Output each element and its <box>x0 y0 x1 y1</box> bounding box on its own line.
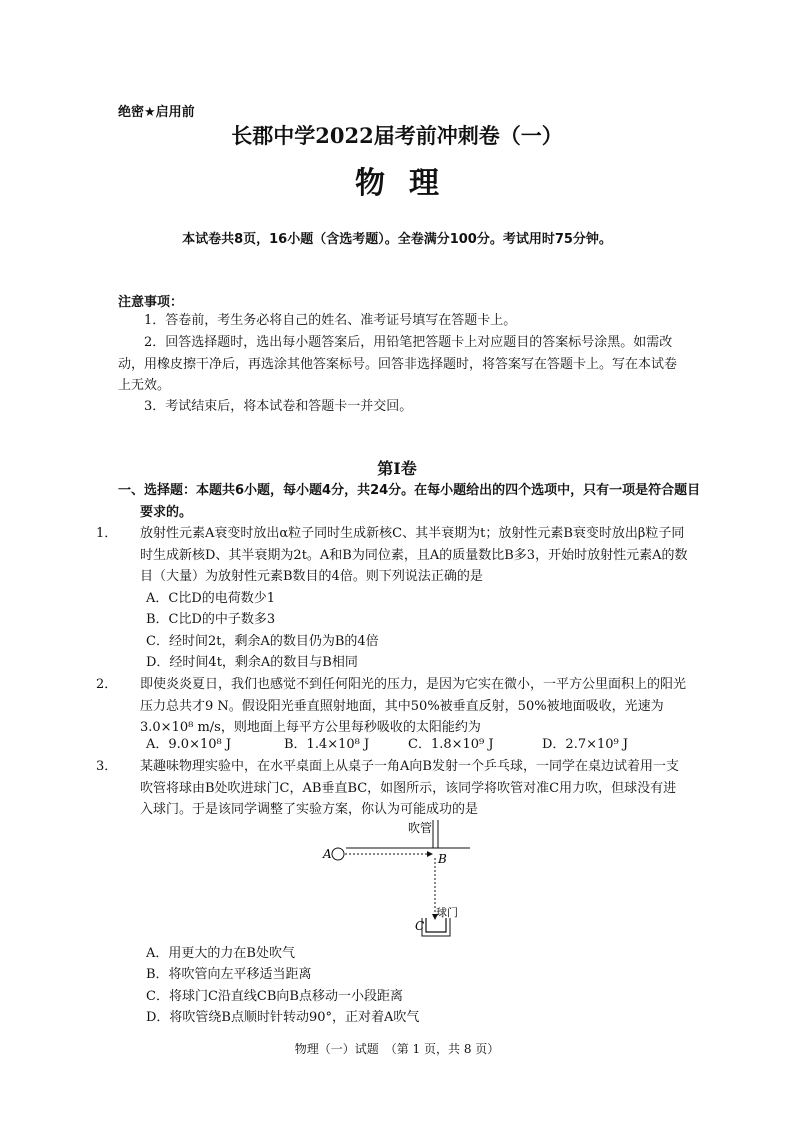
question-2-number: 2． <box>96 677 118 692</box>
notice-heading: 注意事项： <box>118 295 184 310</box>
label-b: B <box>438 852 447 866</box>
label-c: C <box>415 919 425 933</box>
label-goal: 球门 <box>436 906 458 919</box>
q3-option-c: C．将球门C沿直线CB向B点移动一小段距离 <box>146 989 403 1004</box>
question-3-number: 3． <box>96 759 118 774</box>
goal <box>426 918 446 932</box>
question-3 <box>96 756 688 821</box>
ping-pong-ball <box>332 848 344 860</box>
question-1-number: 1． <box>96 526 118 541</box>
q1-option-b: B．C比D的中子数多3 <box>146 612 276 627</box>
label-tube: 吹管 <box>408 821 433 835</box>
notice-item-2: 2．回答选择题时，选出每小题答案后，用铅笔把答题卡上对应题目的答案标号涂黑。如需改动，用橡皮擦干净后，再选涂其他答案标号。回答非选择题时，将答案写在答题卡上。写在本试卷上无效。 <box>118 335 678 393</box>
q3-option-b: B．将吹管向左平移适当距离 <box>146 967 312 982</box>
exam-title: 长郡中学2022届考前冲刺卷（一） <box>231 123 563 148</box>
q2-option-c: C．1.8×10⁹ J <box>408 737 494 752</box>
q3-option-a: A．用更大的力在B处吹气 <box>146 946 295 961</box>
subject-title: 物理 <box>355 166 463 201</box>
q2-options <box>146 734 686 756</box>
page-footer: 物理（一）试题 （第 1 页，共 8 页） <box>294 1042 500 1056</box>
q2-option-d: D．2.7×10⁹ J <box>542 737 629 752</box>
question-2-text: 即使炎炎夏日，我们也感觉不到任何阳光的压力，是因为它实在微小，一平方公里面积上的阳光压力总共才9 N。假设阳光垂直照射地面，其中50%被垂直反射，50%被地面吸收，光速为3.0×10⁸ m/s，则地面上每平方公里每秒吸收的太阳能约为 <box>140 677 687 735</box>
part-title: 第Ⅰ卷 <box>377 459 417 478</box>
q1-option-c: C．经时间2t，剩余A的数目仍为B的4倍 <box>146 634 379 649</box>
q3-option-d: D．将吹管绕B点顺时针转动90°，正对着A吹气 <box>146 1010 420 1025</box>
q2-option-a: A．9.0×10⁸ J <box>146 737 232 752</box>
notice-item-3: 3．考试结束后，将本试卷和答题卡一并交回。 <box>144 399 413 414</box>
arrow-ab <box>427 851 433 857</box>
question-1-text: 放射性元素A衰变时放出α粒子同时生成新核C、其半衰期为t；放射性元素B衰变时放出β粒子同时生成新核D、其半衰期为2t。A和B为同位素，且A的质量数比B多3，开始时放射性元素A的数目（大量）为放射性元素B数目的4倍。则下列说法正确的是 <box>140 526 688 584</box>
q1-option-d: D．经时间4t，剩余A的数目与B相同 <box>146 655 358 670</box>
q2-option-b: B．1.4×10⁸ J <box>284 737 370 752</box>
exam-info: 本试卷共8页，16小题（含选考题）。全卷满分100分。考试用时75分钟。 <box>182 232 612 247</box>
q1-option-a: A．C比D的电荷数少1 <box>146 591 276 606</box>
secret-mark: 绝密★启用前 <box>118 105 195 120</box>
question-1 <box>96 523 688 588</box>
notice-item-1: 1．答卷前，考生务必将自己的姓名、准考证号填写在答题卡上。 <box>144 313 517 328</box>
question-2 <box>96 674 688 739</box>
table-figure <box>318 818 478 940</box>
label-a: A <box>323 847 332 861</box>
question-3-text: 某趣味物理实验中，在水平桌面上从桌子一角A向B发射一个乒乓球，一同学在桌边试着用一支吹管将球由B处吹进球门C，AB垂直BC，如图所示，该同学将吹管对准C用力吹，但球没有进入球门。于是该同学调整了实验方案，你认为可能成功的是 <box>140 759 679 817</box>
section-heading: 一、选择题：本题共6小题，每小题4分，共24分。在每小题给出的四个选项中，只有一项是符合题目要求的。 <box>118 483 701 520</box>
